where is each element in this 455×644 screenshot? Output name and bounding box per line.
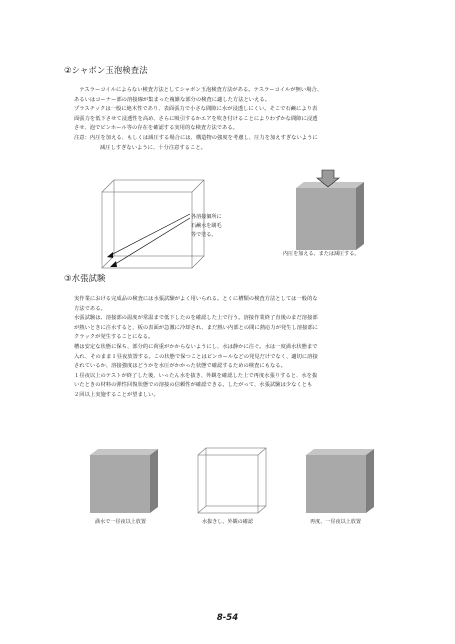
empty-tank-box-figure — [196, 447, 268, 515]
section-title-water-test: ③水張試験 — [64, 273, 106, 283]
box-caption-2: 水抜きし、外観の確認 — [202, 519, 253, 525]
pressure-caption: 内圧を加える、または減圧する。 — [283, 251, 360, 257]
paragraph-line: が熱いときに注水すると、板の表面が急激に冷却され、まだ熱い内部との間に熱応力が発生し溶接部に — [74, 324, 318, 331]
paragraph-line: １昼夜以上のテストが終了した後、いったん水を抜き、外観を確認した上で再度水張りすると、水を抜 — [74, 372, 318, 379]
paragraph-line: 槽は安定な状態に保ち、部分的に荷重がかからないようにし、水は静かに注ぐ。水は一度満水状態まで — [74, 343, 318, 350]
box-caption-1: 満水で一昼夜以上放置 — [95, 519, 146, 525]
refilled-tank-box-figure — [306, 447, 376, 515]
paragraph-line: 実作業における完成品の検査には水張試験がよく用いられる。とくに槽類の検査方法としては一般的な — [74, 296, 318, 302]
paragraph-line: ２回以上実施することが望ましい。 — [74, 391, 159, 398]
paragraph-line: 方法である。 — [74, 305, 106, 312]
paragraph-line: テスラーコイルによらない検査方法としてシャボン玉泡検査方法がある。テスラーコイルが無い場合、 — [74, 87, 323, 93]
paragraph-line: されているか、溶接強度はどうかを水圧がかかった状態で確認するための検査にもなる。 — [74, 363, 286, 370]
paragraph-line: 面張力を低下させて浸透性を高め、さらに吸引するかエアを吹き付けることによりわずかな間隙に浸透 — [74, 115, 318, 122]
paragraph-line: クラックが発生することになる。 — [74, 334, 154, 341]
note-line: 減圧しすぎないように、十分注意すること。 — [100, 144, 206, 151]
full-tank-box-figure — [90, 447, 160, 515]
pressure-box-figure — [288, 168, 366, 252]
box-caption-3: 再度、一昼夜以上放置 — [310, 519, 361, 525]
paragraph-line: プラスチックは一般に絶木性であり、表面張力で小さな間隙に水が浸透しにくい。そこで石鹸により表 — [74, 106, 318, 113]
note-line: 注意：内圧を加える、もしくは減圧する場合には、構造物の強度を考慮し、圧力を加えすぎないように — [74, 134, 318, 141]
section2-paragraph — [74, 295, 390, 401]
paragraph-line: いたときの材料の弾性回復状態での溶接の信頼性が確認できる。したがって、水張試験は少なくとも — [74, 382, 313, 389]
annotation-line: 各溶接個所に — [191, 214, 222, 220]
wireframe-box-figure — [92, 178, 252, 270]
page-number: 8-54 — [216, 613, 239, 623]
section1-paragraph — [74, 86, 390, 153]
section-title-bubble-test: ②シャボン玉泡検査法 — [64, 65, 148, 75]
paragraph-line: 入れ、そのまま１昼夜放置する。この状態で保つことはピンホールなどの発見だけでなく、適切に溶接 — [74, 353, 318, 360]
paragraph-line: させ、泡でピンホール等の存在を確認する実用的な検査方法である。 — [74, 125, 238, 132]
annotation-line: 等で塗る。 — [191, 232, 217, 239]
brush-soap-annotation — [191, 213, 222, 241]
annotation-line: 石鹸水を刷毛 — [191, 223, 222, 230]
paragraph-line: 水張試験は、溶接部の温度が常温まで低下したのを確認した上で行う。溶接作業終了直後のまだ溶接部 — [74, 315, 318, 322]
paragraph-line: あるいはコーナー部の溶接線が集まった複雑な部分の検査に適した方法といえる。 — [74, 96, 270, 103]
